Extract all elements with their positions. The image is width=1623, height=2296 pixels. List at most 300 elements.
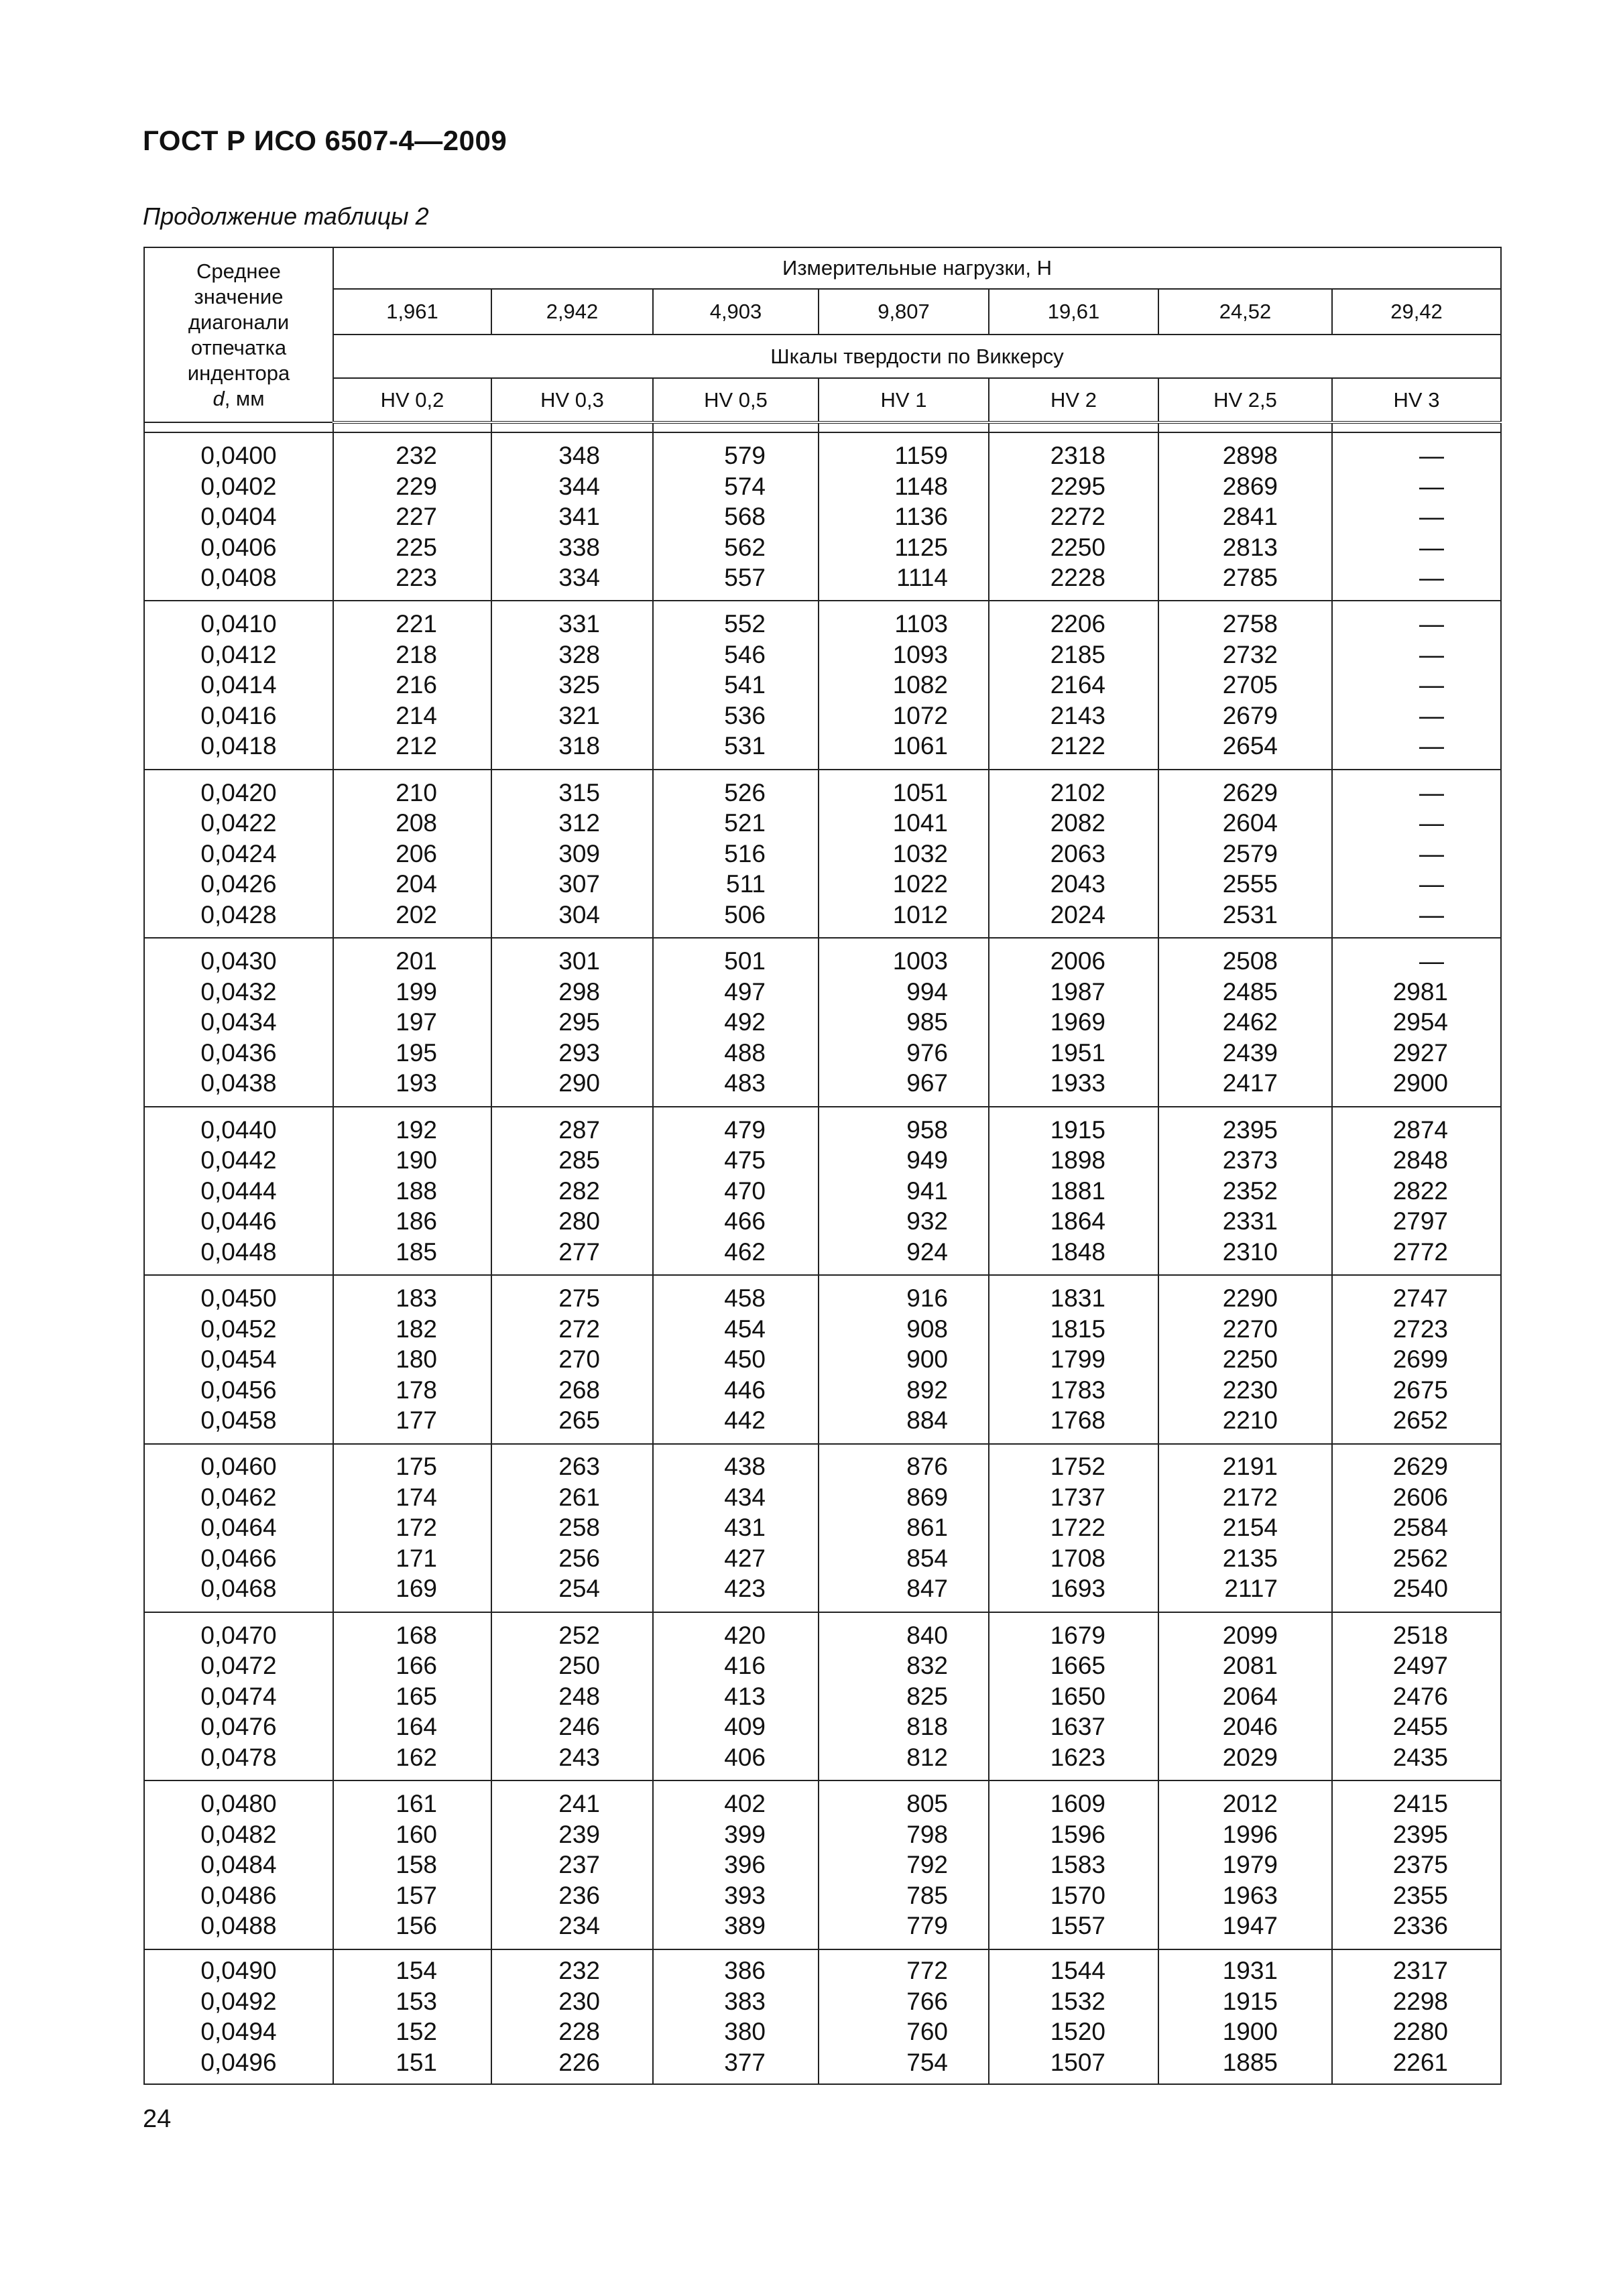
hardness-value: 212 xyxy=(396,732,437,760)
hardness-value: 1885 xyxy=(1222,2048,1278,2076)
hardness-cell xyxy=(491,1107,653,1275)
hardness-value: 967 xyxy=(906,1069,948,1097)
hardness-cell xyxy=(491,1275,653,1443)
hardness-value: 2822 xyxy=(1392,1176,1449,1205)
diagonal-value: 0,0472 xyxy=(200,1652,277,1680)
hardness-cell xyxy=(333,601,491,769)
hardness-value: 154 xyxy=(396,1957,437,1985)
hardness-value: 272 xyxy=(558,1315,600,1343)
hardness-cell xyxy=(819,938,989,1106)
hardness-value: 386 xyxy=(724,1957,766,1985)
hardness-value: 958 xyxy=(906,1115,948,1144)
load-header: 24,52 xyxy=(1158,289,1332,335)
hardness-value: 396 xyxy=(724,1851,766,1879)
hardness-value: 151 xyxy=(396,2048,437,2076)
hardness-value: — xyxy=(1419,671,1445,699)
hardness-value: 223 xyxy=(396,564,437,592)
hardness-value: 239 xyxy=(558,1820,600,1848)
hardness-value: 2261 xyxy=(1392,2048,1449,2076)
corner-d-symbol: d xyxy=(213,386,225,410)
hardness-value: 2154 xyxy=(1222,1514,1278,1542)
hardness-value: 1012 xyxy=(892,900,948,928)
hardness-value: 282 xyxy=(558,1176,600,1205)
table-caption: Продолжение таблицы 2 xyxy=(143,202,429,230)
hardness-value: 1783 xyxy=(1050,1376,1105,1404)
diagonal-value: 0,0446 xyxy=(200,1207,277,1235)
hardness-value: 568 xyxy=(724,503,766,531)
hardness-value: 2272 xyxy=(1050,503,1105,531)
scale-header: HV 0,5 xyxy=(653,378,819,422)
hardness-value: 2785 xyxy=(1222,564,1278,592)
hardness-value: 210 xyxy=(396,778,437,806)
hardness-value: 450 xyxy=(724,1345,766,1374)
hardness-value: 344 xyxy=(558,472,600,500)
diagonal-value: 0,0478 xyxy=(200,1743,277,1771)
hardness-value: 232 xyxy=(396,442,437,470)
load-header: 9,807 xyxy=(819,289,989,335)
hardness-value: 434 xyxy=(724,1483,766,1511)
diagonal-value: 0,0436 xyxy=(200,1038,277,1067)
hardness-value: 307 xyxy=(558,870,600,898)
hardness-value: 1520 xyxy=(1050,2018,1105,2046)
page-number: 24 xyxy=(143,2105,172,2133)
hardness-cell xyxy=(333,1780,491,1949)
scales-row xyxy=(144,378,1501,422)
hardness-value: 2629 xyxy=(1392,1453,1449,1481)
hardness-value: 1114 xyxy=(896,564,948,592)
hardness-value: 393 xyxy=(724,1881,766,1909)
hardness-value: 301 xyxy=(558,947,600,975)
hardness-value: 309 xyxy=(558,839,600,867)
hardness-value: 2476 xyxy=(1392,1682,1449,1710)
hardness-value: 2290 xyxy=(1222,1284,1278,1313)
hardness-value: 1103 xyxy=(894,610,948,638)
hardness-value: — xyxy=(1419,472,1445,500)
hardness-cell xyxy=(1332,1444,1501,1612)
hardness-value: 2497 xyxy=(1392,1652,1449,1680)
hardness-value: 825 xyxy=(906,1682,948,1710)
hardness-value: 475 xyxy=(724,1146,766,1174)
hardness-cell xyxy=(653,1780,819,1949)
hardness-value: 227 xyxy=(396,503,437,531)
hardness-value: 427 xyxy=(724,1544,766,1572)
hardness-value: 884 xyxy=(906,1406,948,1435)
hardness-value: 2046 xyxy=(1222,1713,1278,1741)
diagonal-value: 0,0412 xyxy=(200,640,277,668)
diagonal-value: 0,0474 xyxy=(200,1682,277,1710)
hardness-value: 2006 xyxy=(1050,947,1105,975)
scales-title: Шкалы твердости по Виккерсу xyxy=(333,335,1501,378)
hardness-cell xyxy=(491,1949,653,2084)
hardness-value: 2143 xyxy=(1050,701,1105,729)
hardness-value: 1093 xyxy=(892,640,948,668)
hardness-value: 766 xyxy=(906,1987,948,2015)
corner-line: отпечатка xyxy=(190,335,287,359)
hardness-value: 2298 xyxy=(1392,1987,1449,2015)
hardness-value: 156 xyxy=(396,1912,437,1940)
hardness-value: 166 xyxy=(396,1652,437,1680)
diagonal-value: 0,0440 xyxy=(200,1115,277,1144)
hardness-cell xyxy=(653,432,819,601)
hardness-value: 1931 xyxy=(1222,1957,1278,1985)
hardness-value: 165 xyxy=(396,1682,437,1710)
hardness-value: 1831 xyxy=(1050,1284,1105,1313)
hardness-value: 497 xyxy=(724,977,766,1006)
hardness-value: 840 xyxy=(906,1621,948,1649)
hardness-value: 1003 xyxy=(892,947,948,975)
hardness-value: 976 xyxy=(906,1038,948,1067)
hardness-value: 423 xyxy=(724,1575,766,1603)
hardness-value: 1623 xyxy=(1050,1743,1105,1771)
hardness-value: 1136 xyxy=(894,503,948,531)
hardness-value: 2555 xyxy=(1222,870,1278,898)
hardness-value: 812 xyxy=(906,1743,948,1771)
hardness-value: — xyxy=(1419,640,1445,668)
hardness-value: 2723 xyxy=(1392,1315,1449,1343)
hardness-value: 153 xyxy=(396,1987,437,2015)
hardness-value: 557 xyxy=(724,564,766,592)
hardness-cell xyxy=(1332,938,1501,1106)
hardness-value: 1072 xyxy=(892,701,948,729)
table-group-row xyxy=(144,938,1501,1106)
hardness-cell xyxy=(1332,432,1501,601)
hardness-value: 1768 xyxy=(1050,1406,1105,1435)
hardness-value: 1570 xyxy=(1050,1881,1105,1909)
hardness-value: 1987 xyxy=(1050,977,1105,1006)
hardness-value: 246 xyxy=(558,1713,600,1741)
diagonal-value: 0,0464 xyxy=(200,1514,277,1542)
diagonal-value: 0,0468 xyxy=(200,1575,277,1603)
hardness-value: — xyxy=(1419,503,1445,531)
hardness-cell xyxy=(989,1780,1158,1949)
hardness-value: 406 xyxy=(724,1743,766,1771)
hardness-value: 2029 xyxy=(1222,1743,1278,1771)
hardness-value: 2869 xyxy=(1222,472,1278,500)
hardness-cell xyxy=(819,1444,989,1612)
hardness-value: 218 xyxy=(396,640,437,668)
hardness-value: 237 xyxy=(558,1851,600,1879)
hardness-value: 214 xyxy=(396,701,437,729)
load-header: 19,61 xyxy=(989,289,1158,335)
table-body xyxy=(144,422,1501,2084)
hardness-value: 869 xyxy=(906,1483,948,1511)
hardness-value: 483 xyxy=(724,1069,766,1097)
hardness-value: 334 xyxy=(558,564,600,592)
hardness-value: 1544 xyxy=(1050,1957,1105,1985)
hardness-cell xyxy=(333,432,491,601)
hardness-value: 171 xyxy=(396,1544,437,1572)
hardness-value: 2375 xyxy=(1392,1851,1449,1879)
hardness-cell xyxy=(491,1780,653,1949)
hardness-value: 994 xyxy=(906,977,948,1006)
hardness-value: 536 xyxy=(724,701,766,729)
hardness-value: 193 xyxy=(396,1069,437,1097)
diagonal-value: 0,0400 xyxy=(200,442,277,470)
hardness-value: — xyxy=(1419,900,1445,928)
hardness-value: 2652 xyxy=(1392,1406,1449,1435)
hardness-value: 442 xyxy=(724,1406,766,1435)
hardness-value: 1637 xyxy=(1050,1713,1105,1741)
diagonal-value: 0,0402 xyxy=(200,472,277,500)
hardness-value: 2435 xyxy=(1392,1743,1449,1771)
hardness-value: 221 xyxy=(396,610,437,638)
hardness-value: 197 xyxy=(396,1008,437,1036)
hardness-value: 248 xyxy=(558,1682,600,1710)
hardness-value: 2654 xyxy=(1222,732,1278,760)
loads-title: Измерительные нагрузки, Н xyxy=(333,247,1501,289)
diagonal-value: 0,0484 xyxy=(200,1851,277,1879)
hardness-value: 779 xyxy=(906,1912,948,1940)
hardness-value: 161 xyxy=(396,1790,437,1818)
hardness-value: 2981 xyxy=(1392,977,1449,1006)
hardness-value: 2336 xyxy=(1392,1912,1449,1940)
hardness-value: — xyxy=(1419,533,1445,561)
load-header: 4,903 xyxy=(653,289,819,335)
hardness-cell xyxy=(653,770,819,938)
hardness-value: 2012 xyxy=(1222,1790,1278,1818)
corner-line: диагонали xyxy=(188,310,290,334)
hardness-value: 462 xyxy=(724,1237,766,1266)
hardness-cell xyxy=(1332,601,1501,769)
diagonal-value: 0,0442 xyxy=(200,1146,277,1174)
hardness-value: 466 xyxy=(724,1207,766,1235)
hardness-value: 172 xyxy=(396,1514,437,1542)
hardness-value: 2439 xyxy=(1222,1038,1278,1067)
diagonal-value: 0,0452 xyxy=(200,1315,277,1343)
diagonal-value: 0,0456 xyxy=(200,1376,277,1404)
hardness-value: 234 xyxy=(558,1912,600,1940)
hardness-value: 1951 xyxy=(1050,1038,1105,1067)
hardness-value: 454 xyxy=(724,1315,766,1343)
hardness-value: 805 xyxy=(906,1790,948,1818)
hardness-value: 2579 xyxy=(1222,839,1278,867)
diagonal-value: 0,0462 xyxy=(200,1483,277,1511)
hardness-value: 321 xyxy=(558,701,600,729)
hardness-cell xyxy=(989,432,1158,601)
hardness-value: 383 xyxy=(724,1987,766,2015)
hardness-value: 479 xyxy=(724,1115,766,1144)
hardness-value: 293 xyxy=(558,1038,600,1067)
diagonal-cell xyxy=(144,1612,333,1780)
hardness-value: 2415 xyxy=(1392,1790,1449,1818)
hardness-cell xyxy=(491,770,653,938)
diagonal-value: 0,0454 xyxy=(200,1345,277,1374)
hardness-value: 1650 xyxy=(1050,1682,1105,1710)
hardness-value: 2185 xyxy=(1050,640,1105,668)
hardness-cell xyxy=(819,1780,989,1949)
hardness-value: — xyxy=(1419,947,1445,975)
diagonal-value: 0,0404 xyxy=(200,503,277,531)
hardness-value: 2122 xyxy=(1050,732,1105,760)
hardness-cell xyxy=(819,1949,989,2084)
diagonal-value: 0,0422 xyxy=(200,809,277,837)
hardness-cell xyxy=(1158,432,1332,601)
document-code: ГОСТ Р ИСО 6507-4—2009 xyxy=(143,125,507,156)
load-header: 2,942 xyxy=(491,289,653,335)
hardness-value: 1947 xyxy=(1222,1912,1278,1940)
hardness-value: 526 xyxy=(724,778,766,806)
hardness-value: 2210 xyxy=(1222,1406,1278,1435)
hardness-value: 1963 xyxy=(1222,1881,1278,1909)
hardness-value: 985 xyxy=(906,1008,948,1036)
hardness-value: 195 xyxy=(396,1038,437,1067)
hardness-value: 380 xyxy=(724,2018,766,2046)
hardness-cell xyxy=(1332,1107,1501,1275)
hardness-value: 2848 xyxy=(1392,1146,1449,1174)
diagonal-value: 0,0476 xyxy=(200,1713,277,1741)
hardness-value: 164 xyxy=(396,1713,437,1741)
hardness-cell xyxy=(653,601,819,769)
hardness-value: 206 xyxy=(396,839,437,867)
diagonal-value: 0,0492 xyxy=(200,1987,277,2015)
hardness-value: 348 xyxy=(558,442,600,470)
hardness-value: 1915 xyxy=(1050,1115,1105,1144)
hardness-value: 416 xyxy=(724,1652,766,1680)
hardness-value: 2172 xyxy=(1222,1483,1278,1511)
hardness-cell xyxy=(653,1949,819,2084)
hardness-value: 2679 xyxy=(1222,701,1278,729)
hardness-cell xyxy=(989,601,1158,769)
hardness-value: 832 xyxy=(906,1652,948,1680)
diagonal-value: 0,0460 xyxy=(200,1453,277,1481)
hardness-value: — xyxy=(1419,442,1445,470)
hardness-value: 785 xyxy=(906,1881,948,1909)
hardness-cell xyxy=(819,1612,989,1780)
hardness-value: 1969 xyxy=(1050,1008,1105,1036)
hardness-cell xyxy=(1158,1612,1332,1780)
hardness-value: 2841 xyxy=(1222,503,1278,531)
hardness-value: 949 xyxy=(906,1146,948,1174)
hardness-value: 228 xyxy=(558,2018,600,2046)
hardness-value: 2758 xyxy=(1222,610,1278,638)
hardness-cell xyxy=(1158,601,1332,769)
hardness-value: 941 xyxy=(906,1176,948,1205)
hardness-value: 1665 xyxy=(1050,1652,1105,1680)
hardness-value: 818 xyxy=(906,1713,948,1741)
hardness-value: 2355 xyxy=(1392,1881,1449,1909)
hardness-cell xyxy=(819,770,989,938)
hardness-value: 492 xyxy=(724,1008,766,1036)
hardness-cell xyxy=(819,601,989,769)
hardness-value: 226 xyxy=(558,2048,600,2076)
diagonal-value: 0,0430 xyxy=(200,947,277,975)
diagonal-value: 0,0410 xyxy=(200,610,277,638)
hardness-value: 2954 xyxy=(1392,1008,1449,1036)
hardness-value: 190 xyxy=(396,1146,437,1174)
hardness-value: 1864 xyxy=(1050,1207,1105,1235)
hardness-value: 854 xyxy=(906,1544,948,1572)
hardness-cell xyxy=(1158,1949,1332,2084)
hardness-value: 2629 xyxy=(1222,778,1278,806)
hardness-value: 174 xyxy=(396,1483,437,1511)
hardness-value: 2191 xyxy=(1222,1453,1278,1481)
hardness-value: 2898 xyxy=(1222,442,1278,470)
hardness-value: 900 xyxy=(906,1345,948,1374)
diagonal-value: 0,0490 xyxy=(200,1957,277,1985)
diagonal-cell xyxy=(144,432,333,601)
diagonal-value: 0,0416 xyxy=(200,701,277,729)
hardness-value: 377 xyxy=(724,2048,766,2076)
hardness-value: 2082 xyxy=(1050,809,1105,837)
hardness-value: — xyxy=(1419,732,1445,760)
hardness-value: 562 xyxy=(724,533,766,561)
hardness-value: 531 xyxy=(724,732,766,760)
hardness-value: 892 xyxy=(906,1376,948,1404)
hardness-cell xyxy=(1332,1780,1501,1949)
diagonal-value: 0,0482 xyxy=(200,1820,277,1848)
scale-header: HV 0,2 xyxy=(333,378,491,422)
hardness-value: 290 xyxy=(558,1069,600,1097)
hardness-value: 2043 xyxy=(1050,870,1105,898)
hardness-value: 2318 xyxy=(1050,442,1105,470)
hardness-value: 287 xyxy=(558,1115,600,1144)
hardness-value: 2797 xyxy=(1392,1207,1449,1235)
hardness-value: 431 xyxy=(724,1514,766,1542)
hardness-value: 208 xyxy=(396,809,437,837)
table-group-row xyxy=(144,1949,1501,2084)
hardness-value: 2117 xyxy=(1224,1575,1278,1603)
hardness-cell xyxy=(1158,770,1332,938)
hardness-value: 908 xyxy=(906,1315,948,1343)
hardness-value: 2206 xyxy=(1050,610,1105,638)
hardness-value: 2024 xyxy=(1050,900,1105,928)
hardness-value: 402 xyxy=(724,1790,766,1818)
hardness-value: 265 xyxy=(558,1406,600,1435)
hardness-value: 2317 xyxy=(1392,1957,1449,1985)
hardness-value: 180 xyxy=(396,1345,437,1374)
hardness-value: 511 xyxy=(726,870,766,898)
table-group-row xyxy=(144,432,1501,601)
hardness-value: 1557 xyxy=(1050,1912,1105,1940)
hardness-value: 2295 xyxy=(1050,472,1105,500)
hardness-value: — xyxy=(1419,809,1445,837)
hardness-value: 1722 xyxy=(1050,1514,1105,1542)
hardness-value: 1022 xyxy=(892,870,948,898)
hardness-value: — xyxy=(1419,564,1445,592)
hardness-value: 389 xyxy=(724,1912,766,1940)
diagonal-value: 0,0458 xyxy=(200,1406,277,1435)
hardness-value: 252 xyxy=(558,1621,600,1649)
hardness-value: 2531 xyxy=(1222,900,1278,928)
hardness-value: 1679 xyxy=(1050,1621,1105,1649)
hardness-value: 201 xyxy=(396,947,437,975)
diagonal-value: 0,0428 xyxy=(200,900,277,928)
table-group-row xyxy=(144,1780,1501,1949)
hardness-value: 2508 xyxy=(1222,947,1278,975)
hardness-cell xyxy=(989,1275,1158,1443)
hardness-value: 574 xyxy=(724,472,766,500)
hardness-cell xyxy=(333,1444,491,1612)
hardness-value: 2250 xyxy=(1222,1345,1278,1374)
hardness-value: 270 xyxy=(558,1345,600,1374)
corner-header xyxy=(144,247,333,422)
hardness-value: 2874 xyxy=(1392,1115,1449,1144)
hardness-value: 2455 xyxy=(1392,1713,1449,1741)
hardness-value: 458 xyxy=(724,1284,766,1313)
hardness-value: 2518 xyxy=(1392,1621,1449,1649)
hardness-value: 1979 xyxy=(1222,1851,1278,1879)
diagonal-value: 0,0434 xyxy=(200,1008,277,1036)
hardness-value: 318 xyxy=(558,732,600,760)
hardness-value: 199 xyxy=(396,977,437,1006)
hardness-value: 225 xyxy=(396,533,437,561)
hardness-value: 328 xyxy=(558,640,600,668)
hardness-value: 2395 xyxy=(1392,1820,1449,1848)
diagonal-cell xyxy=(144,1949,333,2084)
hardness-cell xyxy=(653,1444,819,1612)
hardness-value: 438 xyxy=(724,1453,766,1481)
hardness-value: 413 xyxy=(724,1682,766,1710)
